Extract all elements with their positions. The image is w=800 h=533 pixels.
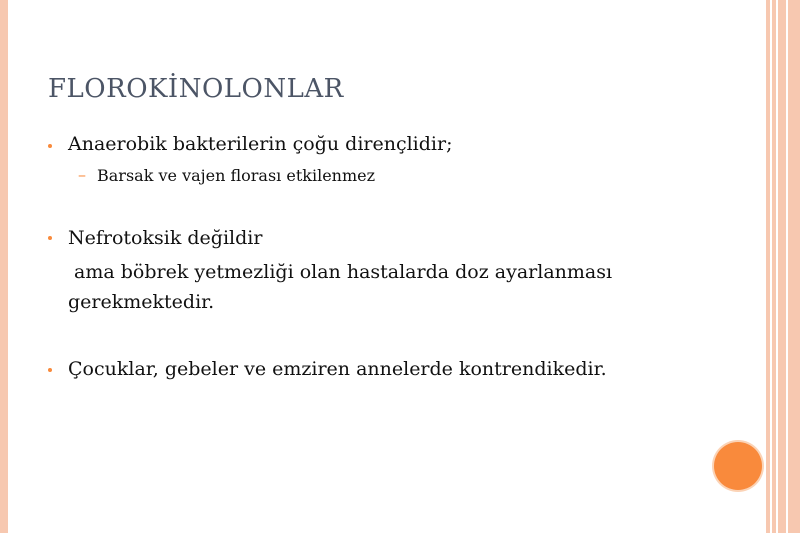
bullet-2-continuation-line-1: ama böbrek yetmezliği olan hastalarda doz ayarlanması xyxy=(68,261,613,283)
sub-bullet-marker: – xyxy=(78,165,86,184)
bullet-marker xyxy=(48,236,52,240)
slide-title: FLOROKİNOLONLAR xyxy=(48,74,344,104)
left-decorative-stripe xyxy=(0,0,8,533)
right-decorative-stripe-2 xyxy=(772,0,776,533)
sub-bullet-1-text: Barsak ve vajen florası etkilenmez xyxy=(97,166,376,185)
right-decorative-stripe-3 xyxy=(778,0,800,533)
bullet-2-text: Nefrotoksik değildir xyxy=(68,227,263,249)
bullet-marker xyxy=(48,368,52,372)
bullet-marker xyxy=(48,144,52,148)
bullet-2-continuation-line-2: gerekmektedir. xyxy=(68,291,215,313)
bullet-3-text: Çocuklar, gebeler ve emziren annelerde kontrendikedir. xyxy=(68,358,607,380)
bullet-1-text: Anaerobik bakterilerin çoğu dirençlidir; xyxy=(68,133,453,155)
right-decorative-stripe-1 xyxy=(766,0,770,533)
decorative-orange-circle xyxy=(714,442,762,490)
right-decorative-stripe-gap xyxy=(786,0,788,533)
